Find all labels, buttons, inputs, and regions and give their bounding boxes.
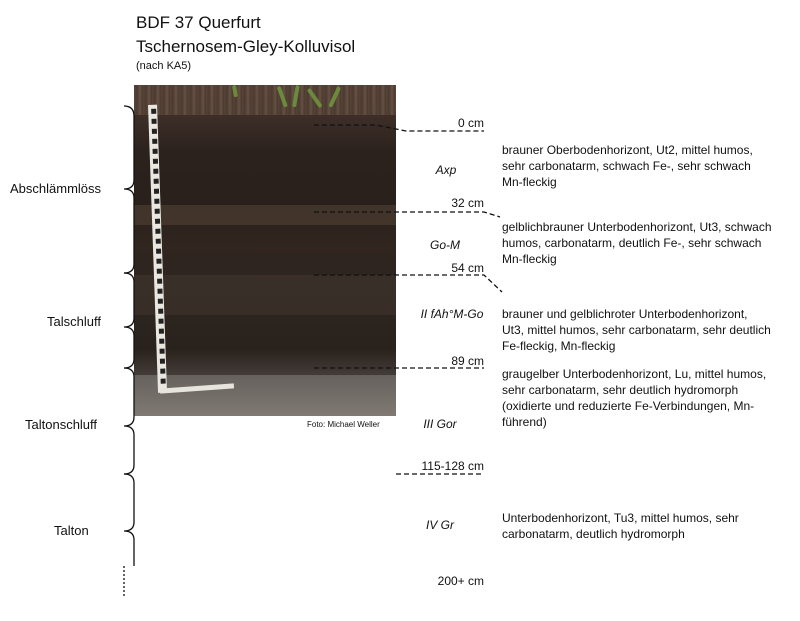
- photo-credit: Foto: Michael Weller: [307, 420, 380, 429]
- depth-label: 115-128 cm: [421, 459, 484, 473]
- horizon-description: brauner und gelblichroter Unterbodenhorizont, Ut3, mittel humos, sehr carbonatarm, sehr deutlich Fe-fleckig, Mn-fleckig: [502, 307, 771, 353]
- horizon-description: graugelber Unterbodenhorizont, Lu, mittel humos, sehr carbonatarm, sehr deutlich hydromorph (oxidierte und reduzierte Fe-Verbindungen, Mn-führend): [502, 367, 767, 429]
- horizon-code: Go-M: [430, 238, 460, 252]
- horizon-code: II fAh°M-Go: [420, 307, 484, 321]
- profile-title: BDF 37 Querfurt: [136, 13, 261, 32]
- depth-label: 0 cm: [457, 116, 484, 130]
- soil-type-subtitle: Tschernosem-Gley-Kolluvisol: [136, 37, 356, 56]
- bracket-abschlaemmloess: [124, 106, 134, 273]
- bracket-taltonschluff: [124, 368, 134, 474]
- depth-label: 200+ cm: [437, 574, 484, 588]
- horizon-description: gelblichbrauner Unterbodenhorizont, Ut3, schwach humos, carbonatarm, deutlich Fe-, sehr schwach Mn-fleckig: [502, 220, 772, 266]
- classification-note: (nach KA5): [136, 60, 192, 72]
- depth-label: 54 cm: [451, 261, 484, 275]
- horizon-code: IV Gr: [425, 518, 454, 532]
- horizon-description: Unterbodenhorizont, Tu3, mittel humos, sehr carbonatarm, deutlich hydromorph: [502, 511, 739, 541]
- boundary-54cm: [314, 275, 502, 292]
- depth-label: 89 cm: [451, 354, 484, 368]
- bracket-talschluff: [124, 273, 134, 368]
- horizon-code: III Gor: [423, 417, 457, 431]
- group-label-talschluff: Talschluff: [47, 314, 101, 329]
- depth-label: 32 cm: [451, 196, 484, 210]
- bracket-talton: [124, 474, 134, 566]
- horizon-code: Axp: [435, 163, 457, 177]
- boundary-32cm: [314, 212, 500, 217]
- group-label-abschlaemmloess: Abschlämmlöss: [10, 181, 102, 196]
- horizon-description: brauner Oberbodenhorizont, Ut2, mittel humos, sehr carbonatarm, schwach Fe-, sehr schwach Mn-fleckig: [502, 143, 753, 189]
- group-label-talton: Talton: [54, 523, 89, 538]
- group-label-taltonschluff: Taltonschluff: [25, 417, 98, 432]
